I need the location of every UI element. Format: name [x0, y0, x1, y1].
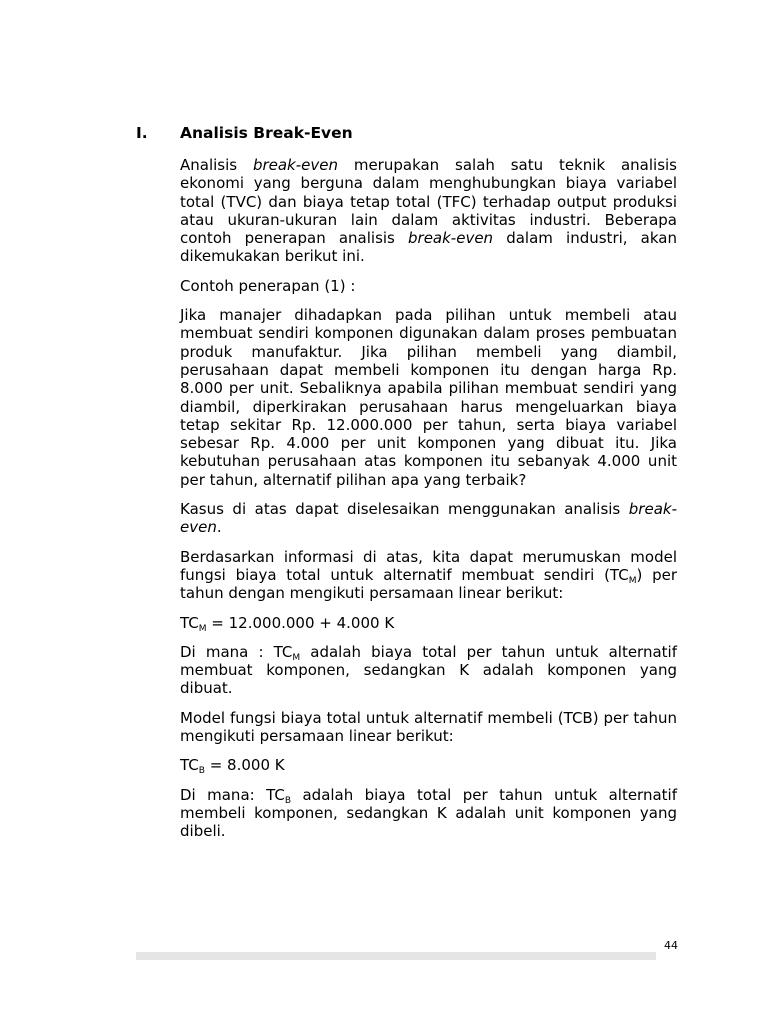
- section-number: I.: [136, 124, 148, 142]
- equation-buy: [180, 756, 677, 777]
- subscript: B: [284, 795, 292, 806]
- page-number: 44: [664, 939, 678, 952]
- text-span: merupakan salah satu teknik analisis ekonomi yang berguna dalam menghubungkan biaya variabel total (TVC) dan biaya tetap total (TFC) terhadap output produksi atau ukuran-ukuran lain dalam aktivitas industri. Beberapa contoh penerapan analisis: [180, 156, 677, 248]
- subscript: M: [628, 575, 637, 586]
- equation-make: [180, 614, 677, 632]
- text-span: Di mana : TC: [180, 642, 293, 661]
- subscript: M: [292, 652, 301, 663]
- paragraph-where-make: [180, 643, 677, 698]
- italic-term: break-even: [180, 500, 677, 537]
- text-span: adalah biaya total per tahun untuk alternatif membuat komponen, sedangkan K adalah komponen yang dibuat.: [180, 642, 677, 698]
- text-span: = 8.000 K: [204, 756, 285, 775]
- paragraph-solution: [180, 500, 677, 537]
- paragraph-intro: [180, 156, 677, 266]
- text-span: .: [216, 518, 222, 537]
- text-span: TC: [180, 613, 199, 632]
- text-span: = 12.000.000 + 4.000 K: [206, 613, 395, 632]
- paragraph-case: Jika manajer dihadapkan pada pilihan untuk membeli atau membuat sendiri komponen digunakan dalam proses pembuatan produk manufaktur. Jika pilihan membeli yang diambil, perusahaan dapat membeli komponen itu dengan harga Rp. 8.000 per unit. Sebaliknya apabila pilihan membuat sendiri yang diambil, diperkirakan perusahaan harus mengeluarkan biaya tetap sekitar Rp. 12.000.000 per tahun, serta biaya variabel sebesar Rp. 4.000 per unit komponen yang dibuat itu. Jika kebutuhan perusahaan atas komponen itu sebanyak 4.000 unit per tahun, alternatif pilihan apa yang terbaik?: [180, 306, 677, 489]
- paragraph-model-make: [180, 548, 677, 603]
- subscript: M: [198, 623, 207, 634]
- text-span: Di mana: TC: [180, 785, 285, 804]
- text-span: Analisis: [180, 156, 253, 174]
- document-body: [180, 156, 677, 852]
- section-title: Analisis Break-Even: [180, 124, 353, 142]
- example-label: Contoh penerapan (1) :: [180, 276, 356, 295]
- text-span: TC: [180, 756, 199, 775]
- text-span: Kasus di atas dapat diselesaikan menggunakan analisis: [180, 500, 629, 519]
- footer-divider: [136, 952, 656, 960]
- text-span: adalah biaya total per tahun untuk alternatif membeli komponen, sedangkan K adalah unit komponen yang dibeli.: [180, 785, 677, 841]
- paragraph-where-buy: [180, 786, 677, 841]
- section-heading: [136, 124, 353, 142]
- text-span: ) per tahun dengan mengikuti persamaan linear berikut:: [180, 565, 677, 603]
- italic-term: break-even: [408, 229, 494, 248]
- text-span: Berdasarkan informasi di atas, kita dapat merumuskan model fungsi biaya total untuk alternatif membuat sendiri (TC: [180, 547, 677, 584]
- italic-term: break-even: [252, 156, 338, 174]
- subscript: B: [198, 766, 205, 777]
- text-span: dalam industri, akan dikemukakan berikut ini.: [180, 229, 677, 266]
- paragraph-model-buy: Model fungsi biaya total untuk alternatif membeli (TCB) per tahun mengikuti persamaan linear berikut:: [180, 708, 677, 746]
